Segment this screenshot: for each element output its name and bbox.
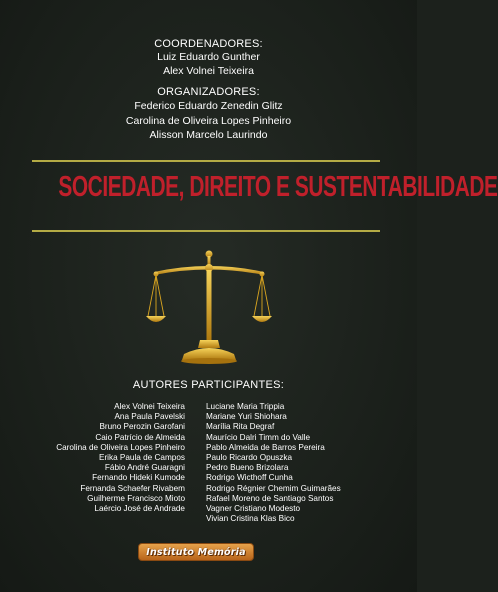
title-rule-top [32,160,380,162]
authors-heading: AUTORES PARTICIPANTES: [132,379,285,391]
author-name: Luciane Maria Trippia [206,402,285,411]
author-name: Paulo Ricardo Opuszka [206,453,293,463]
organizer-name: Federico Eduardo Zenedin Glitz [134,100,283,112]
coordinators-heading: COORDENADORES: [154,38,263,50]
author-name: Laércio José de Andrade [94,504,185,514]
book-title: SOCIEDADE, DIREITO E SUSTENTABILIDADE [58,171,498,203]
coordinator-name: Alex Volnei Teixeira [163,64,254,77]
author-name: Fernanda Schaefer Rivabem [80,483,185,493]
author-name: Mariane Yuri Shiohara [206,412,287,422]
publisher-logo [138,543,254,561]
author-name: Bruno Perozin Garofani [99,422,185,432]
author-name: Erika Paula de Campos [98,453,185,463]
author-name: Ana Paula Pavelski [114,412,185,422]
author-name: Alex Volnei Teixeira [114,402,185,411]
author-name: Pedro Bueno Brizolara [206,463,289,473]
author-name: Maurício Dalri Timm do Valle [206,432,311,442]
organizers-block [0,86,417,143]
author-name: Vivian Cristina Klas Bico [206,514,295,524]
author-name: Carolina de Oliveira Lopes Pinheiro [56,442,185,452]
authors-list-left [56,402,185,514]
authors-list-right [206,402,341,524]
organizers-heading: ORGANIZADORES: [157,86,260,98]
author-name: Rafael Moreno de Santiago Santos [206,493,334,503]
coordinator-name: Luiz Eduardo Gunther [157,51,260,63]
coordinators-block [0,38,417,78]
author-name: Pablo Almeida de Barros Pereira [206,442,325,452]
author-name: Fábio André Guaragni [104,463,185,473]
organizer-name: Carolina de Oliveira Lopes Pinheiro [125,114,292,127]
author-name: Rodrigo Régnier Chemim Guimarães [206,483,341,493]
author-name: Fernando Hideki Kumode [92,473,185,483]
organizer-name: Alisson Marcelo Laurindo [149,129,268,141]
scales-of-justice-icon [146,248,272,366]
title-rule-bottom [32,230,380,232]
author-name: Marília Rita Degraf [206,422,275,432]
author-name: Rodrigo Wicthoff Cunha [206,473,293,483]
publisher-name: Instituto Memória [146,546,246,558]
author-name: Guilherme Francisco Mioto [87,493,185,503]
author-name: Caio Patrício de Almeida [95,432,185,442]
author-name: Vagner Cristiano Modesto [206,504,301,514]
